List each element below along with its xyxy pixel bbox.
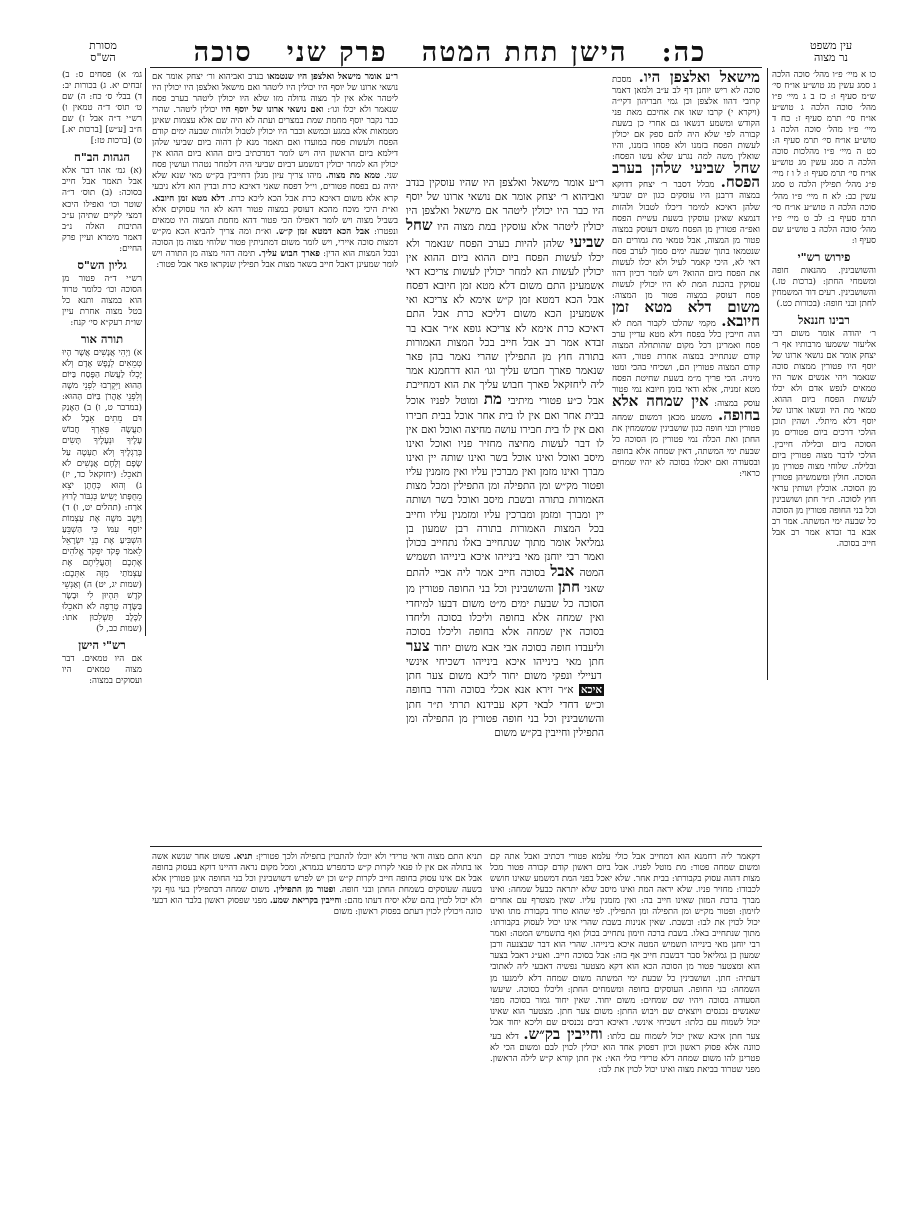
torah-or-title: תורה אור: [80, 332, 124, 347]
page-title-text: כה: הישן תחת המטה פרק שני סוכה: [193, 36, 707, 68]
tosafot-dibur-hamatchil: ואם נושאי ארונו של יוסף היו: [221, 105, 324, 116]
bottom-tosafot-commentary: [152, 852, 482, 1074]
bottom-tosafot-text: תניא התם מצוה ודאי טרידי ולא יוכלו להתכוין בתפילה ולכך פטורין:: [252, 852, 482, 862]
rashi-references-text: והשושבינין. מהנאות חופה ומשמחי החתן: (ברכות טז.) והשושבינין. רעים דוד המשמחין לחתן ובני חופה: (בכורות כט.): [772, 265, 876, 309]
bottom-tosafot-text: משום שמחה דבתפילין בעי גוף נקי ולא יכול לכוין בהם שלא יסיח דעתו מהם:: [152, 885, 483, 907]
ein-mishpat-label: [782, 38, 880, 66]
right-margin-rule: [767, 68, 768, 680]
gemara-segment: אלא עוסקין במת מצוה היו: [432, 221, 549, 234]
rabbeinu-chananel-title: רבינו חננאל: [798, 312, 850, 327]
gemara-segment: והשושבינין וכל בני החופה פטורין מן הסוכה כל שבעת ימים מ״ט משום דבעו למיחדי ואין שמחה אלא בחופה וליכלו בסוכה וליחדו בסוכה אין שמחה אלא בחופה וליכלו בסוכה וליעבדו חופה בסוכה אבי אבא משום יחוד: [406, 583, 604, 654]
tosafot-text: וא״ת ומה צריך להביא הכא מק״ש דמצות סוכה איירי, ויש לומר משום דמתניתין פטור שלוחי מצוה מן הסוכה ובכל המצות הוא הדין:: [152, 226, 399, 259]
ein-mishpat-text: כו א מיי׳ פ״ו מהל׳ סוכה הלכה ג סמג עשין מג טוש״ע או״ח סי׳ ש״מ סעיף ו: כז ב ג מיי׳ פ״ו מהל׳ סוכה הלכה ג טוש״ע או״ח סי׳ תרמ סעיף ז: כח ד מיי׳ פ״ו מהל׳ סוכה הלכה ג טוש״ע או״ח סי׳ תרמ סעיף ה: כט ה מיי׳ פ״ו מהלכות סוכה הלכה ה סמג עשין מג טוש״ע או״ח סי׳ תרמ סעיף ו: ל ו ז מיי׳ פ״ג מהל׳ תפילין הלכה ט סמג עשין כב: לא ח מיי׳ פ״ו מהל׳ סוכה הלכה ה טוש״ע או״ח סי׳ תרמ סעיף ב: לב ט מיי׳ פ״ו מהל׳ סוכה הלכה ב טוש״ע שם סעיף ו:: [772, 70, 876, 246]
gemara-keyword: צער: [406, 637, 430, 655]
rabbeinu-chananel-text: ר׳ יהודה אומר משום רבי אליעזר ששמעו מרבותיו אף ר׳ יצחק אומר אם נושאי ארונו של יוסף היו פטורין ממצות סוכה שנאמר ויהי אנשים אשר היו טמאים לנפש אדם ולא יכלו לעשות הפסח ביום ההוא. טמאי מת היו ונשאו ארונו של יוסף דלא מיתלי. ושהין תוכן הולכי דרכים ביום פטורים מן הסוכה ביום ובלילה חייבין. הולכי לדבר מצוה פטורין ביום ובלילה. שלוחי מצוה פטורין מן הסוכה. חולין ומשמשיהן פטורין מן הסוכה. אוכלין ושותין עראי חוץ לסוכה. ת״ר חתן ושושבינין וכל בני החופה פטורין מן הסוכה כל שבעה ימי המשתה. אמר רב אבא בר זבדא אמר רב אבל חייב בסוכה.: [772, 329, 876, 549]
gemara-keyword: מת: [483, 390, 502, 409]
page-title: [193, 36, 707, 68]
right-margin: [772, 70, 876, 660]
bottom-tosafot-dibur-hamatchil: תניא.: [233, 852, 253, 862]
tosafot-dibur-hamatchil: דלא מטא זמן חיובא.: [152, 193, 225, 204]
masoret-text: גמ׳ א) פסחים ס: ב) זבחים יא. ג) בכורות יב: ד) בבלי ס׳ כח: ה) שם ט׳ תוס׳ ד״ה טמאין ו) רש״י ד״ה אבל ז) שם ח״ב [ע״ש] [ברכות יא.] ט) [ברכות טז:]: [62, 70, 142, 147]
rashi-references-title: פירוש רש"י: [797, 249, 851, 264]
rashi-dibur-hamatchil: שחל שביעי שלהן בערב הפסח.: [612, 159, 761, 192]
tosafot-dibur-hamatchil: ר״ע אומר מישאל ואלצפן היו שנטמאו: [266, 72, 398, 82]
ein-mishpat-label-text: עין משפט נר מצוה: [809, 39, 853, 64]
bottom-rashi-text: דלא בעי כוונה אלא פסוק ראשון וכיון דפסוק אחד הוא יכולין לכוין לבם ומשום הכי לא פטרינן להו משום שמחה דלא טרידי כולי האי: אין חתן קורא ק״ש לילה הראשון. מפני שטרוד בביאת מצוה ואינו יכול לכוין את לבו:: [490, 1031, 760, 1075]
gemara-keyword: אבל: [550, 562, 575, 581]
masoret-label: [60, 38, 146, 66]
gemara-segment: חתן מאי בינייהו איכא בינייהו דשכיחי אינשי דעיילי ונפקי משום יחוד ליכא משום צער חתן: [406, 656, 604, 683]
bottom-tosafot-text: מפני שפסוק ראשון בלבד הוא דבעי כוונה ויכולין לכוין דעתם בפסוק ראשון: משום: [152, 896, 482, 918]
rashi-paragraph: [612, 68, 761, 480]
rashi-text: מקמי שהלכו לקבור המת לא הוה חייבין כלל בפסח דלא מטא עדיין ערב פסח ואמרינן דכל מקום שהותחלה המצוה קודם שנתחייב במצוה אחרת פטור, דהא קודם המצוה פטורין הם, ושכיחי בהכי ומטו מיניה. הכי פריך מ״מ בשעת שחיטת הפסח מטא זמניה, אלא ודאי בזמן חיובא נמי פטור עוסק במצוה:: [612, 318, 760, 410]
masoret-label-text: מסורת הש"ס: [89, 39, 117, 64]
gemara-text: [406, 176, 604, 844]
tosafot-commentary: [152, 72, 398, 844]
bottom-rashi-text: דקאמר ליה רחמנא הוא דמחייב אבל כולי עלמא פטורי דכתיב ואבל אתה קם ומשום שמחה פטור: מת מוטל לפניו. אבל ביום ראשון קודם קבורה פטור מכל מצות דהוה עסוק בקבורתו: בבית אחר. שלא יאכל בפני המת דמשמע שאינו חושש לכבודו: מחזיר פניו. שלא יראה המת ואינו מיסב שלא יתראה כבעל שמחה: ואינו מברך ברכת המזון שאינו חייב בה: ואין מזמנין עליו. שאין מצטרף עם אחרים לזימון: ופטור מק״ש ומן התפילה ומן התפילין. לפי שהוא טרוד בקבורת מתו ואינו יכול לכוין את לבו: ובשבת. שאין אנינות בשבת שהרי אינו יכול לעסוק בקבורתו: מתוך שנתחייב באלו. בשבת ברכה וזימון נתחייב בכולן ואף בתשמיש המטה: ואמר רבי יוחנן מאי בינייהו תשמיש המטה איכא בינייהו. שהרי הוא דבר שבצנעה ורבן שמעון בן גמליאל סבר דבשבת חייב אף בזה: אבל בסוכה חייב. ואע״ג דאבל בצער הוא ומצטער פטור מן הסוכה הכא הוא דקא מצטער נפשיה דאבעי ליה לאתובי דעתיה: חתן. ושושבינין כל שבעת ימי המשתה משום שמחה דלא לימנעו מן השמחה: בני החופה. העוסקים בחופה ומשמחים החתן: וליכלו בסוכה. שיעשו הסעודה בסוכה ויהיו שם שמחים: משום יחוד. שאין יחוד גמור בסוכה מפני שאנשים נכנסים ויוצאים שם ויבוש החתן: משום צער חתן. מצטער הוא שאינו יכול לשמוח עם כלתו: דשכיחי אינשי. דאיכא רבים נכנסים שם וליכא יחוד אבל צער חתן איכא שאין יכול לשמוח עם כלתו:: [490, 852, 760, 1042]
tosafot-dibur-hamatchil: פארך חבוש עליך.: [258, 248, 320, 259]
tosafot-text: וא״ת היכי מוכח מהכא דעוסק במצוה פטור דהא לא הוי עסוקים אלא בשביל מצוה ויש לומר דאפילו הכי פטור דהא מחמת המצוה היו טמאים ונפטרו:: [152, 204, 399, 237]
gemara-segment: בסוכה חייב אמר ליה אביי להתם שאני: [406, 567, 604, 596]
gemara-keyword: חתן: [558, 578, 580, 597]
rashi-hayashan-title: רש"י הישן: [78, 638, 126, 653]
left-margin-rule: [145, 68, 146, 636]
bottom-rashi-commentary: [490, 852, 760, 1075]
gilyon-hashas-text: רש״י ד״ה פטור מן הסוכה וכו׳ כלומר טרוד הוא במצוה ותנא כל בטל מצוה אחרת עיין שו״ת רעק״א סי׳ קנח:: [62, 273, 142, 328]
gemara-segment: שלהן להיות בערב הפסח שנאמר ולא יכלו לעשות הפסח ביום ההוא ביום ההוא אין יכולין לעשות הא למחר יכולין לעשות צריכא דאי אשמעינן התם משום דלא מטא זמן חיובא דפסח אבל הכא דמטא זמן ק״ש אימא לא צריכא ואי אשמעינן הכא משום דליכא כרת אבל התם דאיכא כרת אימא לא צריכא גופא א״ר אבא בר זבדא אמר רב אבל חייב בכל המצות האמורות בתורה חוץ מן התפילין שהרי נאמר בהן פאר שנאמר פארך חבוש עליך וגו׳ הוא דרחמנא אמר ליה ליחזקאל פארך חבוש עליך את הוא דמחייבת אבל כ״ע פטורי מיתיבי: [406, 237, 604, 408]
rashi-text: משמע מכאן דמשום שמחה פטורין ובני חופה כגון שושבינין שמשמחין את החתן ואת הכלה נמי פטורין מן הסוכה כל שבעת ימי המשתה, דאין שמחה אלא בחופה ובסעודה ואם יאכלו בסוכה לא יהיו שמחים כראוי:: [612, 413, 760, 479]
rashi-commentary: [612, 68, 761, 844]
tosafot-dibur-hamatchil: אבל הכא דמטא זמן ק״ש.: [275, 226, 370, 237]
rashi-hayashan-text: אם היו טמאים. דבר מצוה טמאים היו ועסוקים במצוה:: [62, 654, 142, 687]
bottom-tosafot-text: פשוט אחר שנשא אשה או בתולה אם אין לו פנאי לקרות ק״ש כדמפרש בגמרא, ומכל מקום נראה דהיינו דוקא בעסוק בחופה אבל אם אינו עסוק בחופה חייב לקרות ק״ש וכן יש לפרש דשושבינין וכל בני החופה אינן פטורין אלא בשעה שעוסקים בשמחת החתן ובני חופה.: [152, 852, 482, 896]
gemara-highlighted-word: איכא: [580, 684, 602, 697]
gemara-segment: ומוטל לפניו אוכל בבית אחר ואם אין לו בית אחר אוכל בבית חבירו ואם אין לו בית חבירו עושה מחיצה ואוכל ואם אין לו דבר לעשות מחיצה מחזיר פניו ואוכל ואינו מיסב ואוכל ואינו אוכל בשר ואינו שותה יין ואינו מברך ואינו מזמן ואין מברכין עליו ואין מזמנין עליו ופטור מק״ש ומן התפילה ומן התפילין ומכל מצות האמורות בתורה ובשבת מיסב ואוכל בשר ושותה יין ומברך ומזמן ומברכין עליו ומזמנין עליו וחייב בכל המצות האמורות בתורה רבן שמעון בן גמליאל אומר מתוך שנתחייב באלו נתחייב בכולן ואמר רבי יוחנן מאי בינייהו איכא בינייהו תשמיש המטה: [406, 395, 604, 580]
tosafot-text: תימה דהוי מצוה מן התורה ויש לומר שמעינן דאבל חייב בשאר מצות אבל תפילין שנקראו פאר אבל פטור:: [152, 248, 398, 270]
tosafot-text: יכולין ליטהר. שהרי כבר נקבר יוסף מחמת שמת במצרים ועתה לא היה שם אלא עצמות שאינן מטמאות אלא במגע ובמשא וכבר היו יכולין לטבול ולהזות שבעה ימים קודם הפסח ולעשות פסח במועדו ואם תאמר מנא לן דהוה ביום שביעי שלהן דילמא ביום הראשון היה ויש לומר דמדכתיב ביום ההוא ביום ההוא אין יכולין הא למחר יכולין דמשמע דביום שביעי היה דלמחר נטהרו ועושין פסח שני.: [152, 105, 399, 182]
rashi-dibur-hamatchil: אין שמחה אלא בחופה.: [612, 392, 760, 425]
gilyon-hashas-title: גליון הש"ס: [77, 257, 127, 272]
rashi-text: מסכת סוכה לא ריש יוחנן דף לב ע״ב ולמאן דאמר קרובי דהוו אלצפן וכן גמי חבריהון דקי״ה (ויקרא י) קרבו שאו את אחיכם מאת פני הקודש ומשמע דנשאו גם אחרי כן בשעת קבורה לפי שלא היה להם ספק אם יכולין לעשות הפסח בזמנו ולא פסחו בזמנו, והיו שואלין משה למה נגרע שלא עשו הפסח:: [612, 75, 760, 163]
hagahot-habach-title: הגהות הב"ח: [74, 150, 130, 165]
rashi-dibur-hamatchil: מישאל ואלצפן היו.: [638, 68, 760, 86]
bottom-rashi-dibur-hamatchil: וחייבין בק״ש.: [523, 1024, 603, 1043]
gemara-keyword: שחל שביעי: [406, 216, 604, 251]
tosafot-text: בנדב ואביהוא ור׳ יצחק אומר אם נושאי ארונו של יוסף היו יכולין היו ליטהר ואם מישאל ואלצפן היו יכולין היו ליטהר אלא אין לך מצוה גדולה מזו שלא היו יכולין ליטהר בערב פסח שנאמר ולא יכלו וגו׳:: [152, 72, 399, 116]
rashi-text: מכלל דסבר ר׳ יצחק דדוקא במצוה דרבנן היו עוסקים כגון יום שביעי שלהן דאיכא למימר דיכלו לטבול ולהזות דנמצא שאינן עוסקין בשעת עשיית הפסח ואפ״ה פטורין מן הפסח משום דעוסק במצוה פטור מן המצוה, אבל טמאי מת גמורים הם שנטמאו בתוך שבעה ימים סמוך לערב פסח דאי לא, היכי קאמר לעיל ולא יכלו לעשות את הפסח ביום ההוא? ויש לומר דכיון דהוו עסוקין בהכנת המת לא היו יכולין לעשות פסח דעוסק במצוה פטור מן המצוה:: [612, 180, 760, 301]
gemara-segment: א״ר זירא אנא אכלי בסוכה והדר בחופה וכ״ש דחדי לבאי דקא עבידנא תרתי ת״ר חתן והשושבינין וכל בני חופה פטורין מן התפילה ומן התפילין וחייבין בק״ש משום: [406, 684, 604, 739]
gemara-segment: ר״ע אומר מישאל ואלצפן היו שהיו עוסקין בנדב ואביהוא ר׳ יצחק אומר אם נושאי ארונו של יוסף היו כבר היו יכולין ליטהר אם מישאל ואלצפן היו יכולין ליטהר: [406, 177, 604, 234]
bottom-tosafot-dibur-hamatchil: ופטור מן התפילין.: [273, 885, 336, 896]
left-margin: [62, 70, 142, 687]
bottom-divider-rule: [150, 846, 762, 847]
tosafot-dibur-hamatchil: טמא מת מצוה.: [325, 171, 381, 182]
torah-or-text: א) וַיְהִי אֲנָשִׁים אֲשֶׁר הָיוּ טְמֵאִים לְנֶפֶשׁ אָדָם וְלֹא יָכְלוּ לַעֲשֹׂת הַפֶּסַח בַּיּוֹם הַהוּא וַיִּקְרְבוּ לִפְנֵי משֶׁה וְלִפְנֵי אַהֲרֹן בַּיּוֹם הַהוּא: (במדבר ט, ו) ב) הַאָנַק דֹּם מֵתִים אֵבֶל לֹא תַעֲשֶׂה פְּאֵרְךָ חֲבוֹשׁ עָלֶיךָ וּנְעָלֶיךָ תָּשִׂים בְּרַגְלֶיךָ וְלֹא תַעְטֶה עַל שָׂפָם וְלֶחֶם אֲנָשִׁים לֹא תֹאכֵל: (יחזקאל כד, יז) ג) וְהוּא כְּחָתָן יֹצֵא מֵחֻפָּתוֹ יָשִׂישׂ כְּגִבּוֹר לָרוּץ אֹרַח: (תהלים יט, ו) ד) וַיֵּשֶׁב משֶׁה אֶת עַצְמוֹת יוֹסֵף עִמּוֹ כִּי הַשְׁבֵּעַ הִשְׁבִּיעַ אֶת בְּנֵי יִשְׂרָאֵל לֵאמֹר פָּקֹד יִפְקֹד אֱלֹהִים אֶתְכֶם וְהַעֲלִיתֶם אֶת עַצְמֹתַי מִזֶּה אִתְּכֶם: (שמות יג, יט) ה) וְאַנְשֵׁי קֹדֶשׁ תִּהְיוּן לִי וּבָשָׂר בַּשָּׂדֶה טְרֵפָה לֹא תֹאכֵלוּ לַכֶּלֶב תַּשְׁלִכוּן אֹתוֹ: (שמות כב, ל): [62, 348, 142, 635]
hagahot-habach-text: (א) גמ׳ אהו דבר אלא אבל תאמר אבל חייב בסוכה: (ב) תוס׳ ד״ה שוטר וכו׳ ואפילו היכא דמצי לקיים שתיהן ע״כ התיבות האלה נ״ב דאמר מימרא ועיין פרק החיים:: [62, 166, 142, 254]
tosafot-text: מיהו צריך עיון מנלן דחייבין בק״ש מאי שנא שלא יהיה גם בפסח פטורים, וי״ל דפסח שאני דאיכא כרת ובדין הוא דלא ניבעי קרא אלא משום דאיכא כרת אבל הכא ליכא כרת.: [152, 171, 398, 204]
rashi-dibur-hamatchil: משום דלא מטא זמן חיובא.: [612, 297, 760, 330]
bottom-tosafot-dibur-hamatchil: וחייבין בקריאת שמע.: [269, 896, 342, 907]
